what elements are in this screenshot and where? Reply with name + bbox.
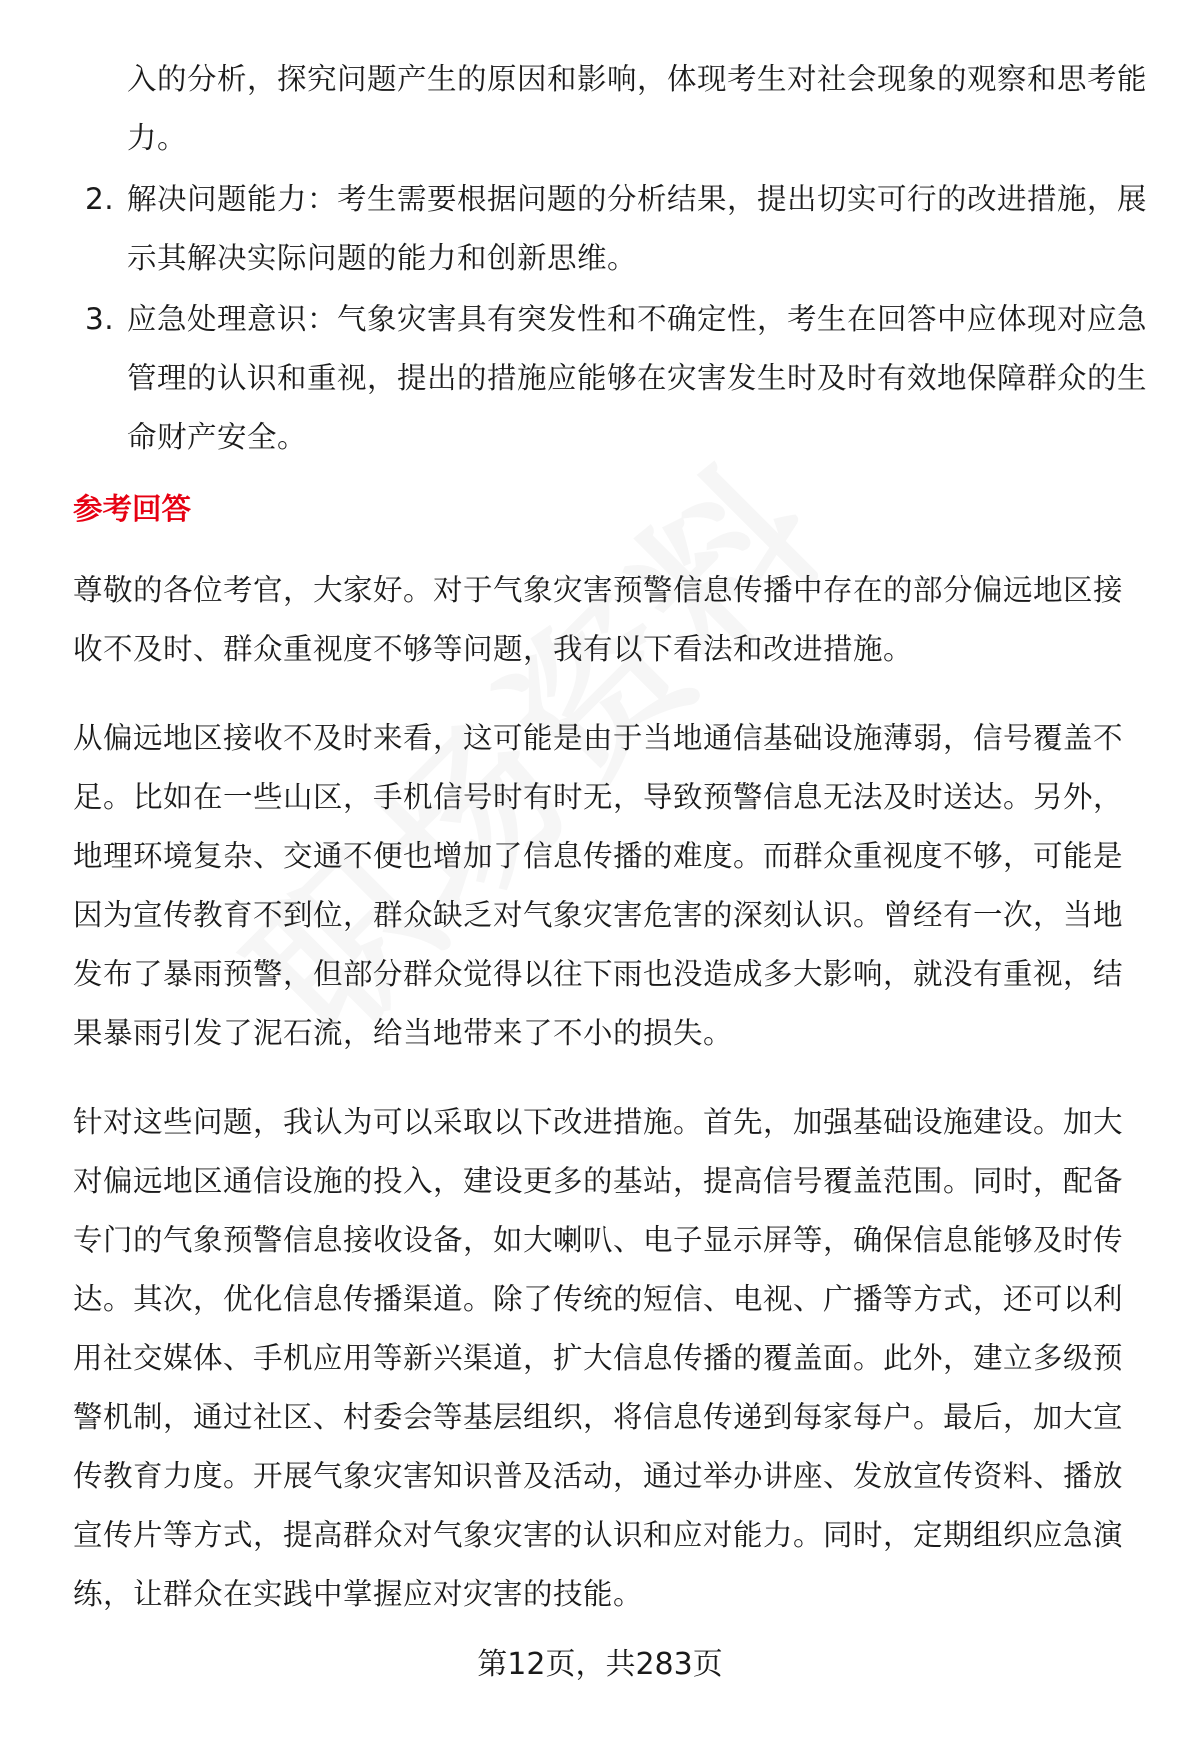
list-item-number: 2. [85,182,115,216]
list-item [73,290,1148,467]
answer-paragraph: 尊敬的各位考官，大家好。对于气象灾害预警信息传播中存在的部分偏远地区接收不及时、群众重视度不够等问题，我有以下看法和改进措施。 [73,573,1124,666]
section-heading: 参考回答 [73,492,192,526]
list-item [73,170,1148,288]
answer-paragraph: 针对这些问题，我认为可以采取以下改进措施。首先，加强基础设施建设。加大对偏远地区通信设施的投入，建设更多的基站，提高信号覆盖范围。同时，配备专门的气象预警信息接收设备，如大喇叭、电子显示屏等，确保信息能够及时传达。其次，优化信息传播渠道。除了传统的短信、电视、广播等方式，还可以利用社交媒体、手机应用等新兴渠道，扩大信息传播的覆盖面。此外，建立多级预警机制，通过社区、村委会等基层组织，将信息传递到每家每户。最后，加大宣传教育力度。开展气象灾害知识普及活动，通过举办讲座、发放宣传资料、播放宣传片等方式，提高群众对气象灾害的认识和应对能力。同时，定期组织应急演练，让群众在实践中掌握应对灾害的技能。 [73,1105,1124,1611]
intro-continuation: 入的分析，探究问题产生的原因和影响，体现考生对社会现象的观察和思考能力。 [127,62,1148,155]
document-page [73,50,1148,1654]
list-item-text: 解决问题能力：考生需要根据问题的分析结果，提出切实可行的改进措施，展示其解决实际问题的能力和创新思维。 [127,182,1148,275]
list-item-text: 应急处理意识：气象灾害具有突发性和不确定性，考生在回答中应体现对应急管理的认识和重视，提出的措施应能够在灾害发生时及时有效地保障群众的生命财产安全。 [127,302,1148,454]
page-number: 第12页，共283页 [477,1647,723,1682]
criteria-list [73,170,1148,467]
list-item-number: 3. [85,302,115,336]
answer-paragraph: 从偏远地区接收不及时来看，这可能是由于当地通信基础设施薄弱，信号覆盖不足。比如在一些山区，手机信号时有时无，导致预警信息无法及时送达。另外，地理环境复杂、交通不便也增加了信息传播的难度。而群众重视度不够，可能是因为宣传教育不到位，群众缺乏对气象灾害危害的深刻认识。曾经有一次，当地发布了暴雨预警，但部分群众觉得以往下雨也没造成多大影响，就没有重视，结果暴雨引发了泥石流，给当地带来了不小的损失。 [73,721,1124,1050]
